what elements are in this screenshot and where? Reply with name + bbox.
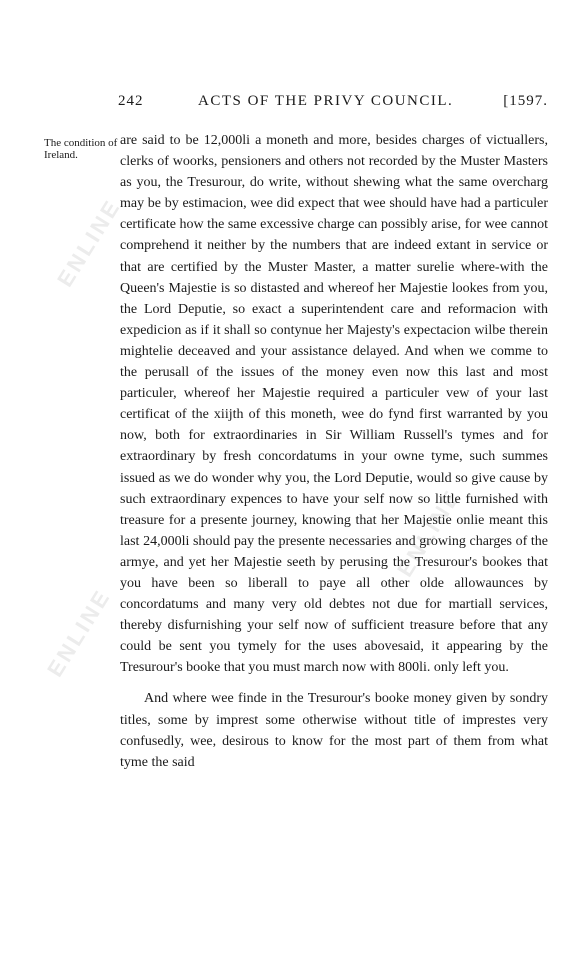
page-number: 242 <box>118 93 144 109</box>
main-text <box>120 130 548 773</box>
marginal-note: The condition of Ireland. <box>44 137 118 161</box>
watermark: ENLINE <box>392 484 466 582</box>
watermark: ENLINE <box>42 584 116 682</box>
watermark: ENLINE <box>52 194 126 292</box>
paragraph: And where wee finde in the Tresurour's booke money given by sondry titles, some by imprest some otherwise without title of imprestes very confusedly, wee, desirous to know for the most part of them from what tyme the said <box>120 691 548 770</box>
paragraph: are said to be 12,000li a moneth and more, besides charges of victuallers, clerks of woorks, pensioners and others not recorded by the Muster Masters as you, the Tresurour, do write, without shewing what the same overcharg may be by estimacion, wee did expect that wee should have had a particuler certificate how the same excessive charge can possibly arise, for wee cannot comprehend it neither by the numbers that are indeed extant in service or that are certified by the Muster Master, a matter surelie where-with the Queen's Majestie is so distasted and whereof her Majestie lookes from you, the Lord Deputie, so exact a superintendent care and reformacion with expedicion as if it shall so contynue her Majesty's expectacion wilbe therein mightelie deceaved and your assistance delayed. And when we comme to the perusall of the issues of the money even now this last and most particuler, whereof her Majestie required a particuler vew of your last certificat of the xiijth of this moneth, wee do fynd first warranted by you now, both for extraordinaries in Sir William Russell's tymes and for extraordinary by fresh concordatums in your owne tyme, such summes issued as we do wonder why you, the Lord Deputie, would so give cause by such extraordinary expences to have your self now so little furnished with treasure for a presente journey, knowing that her Majestie onlie meant this last 24,000li should pay the presente necessaries and growing charges of the armye, and yet her Majestie seeth by perusing the Tresurour's bookes that you have been so liberall to paye all other olde allowaunces by concordatums and many very old debtes not due for martiall services, thereby disfurnishing your self now of sufficient treasure before that any could be sent you tymely for the uses abovesaid, it appearing by the Tresurour's booke that you must march now with 800li. only left you. <box>120 133 548 676</box>
year-marker: [1597. <box>503 93 548 109</box>
running-title: ACTS OF THE PRIVY COUNCIL. <box>198 93 454 109</box>
running-header <box>118 93 548 113</box>
